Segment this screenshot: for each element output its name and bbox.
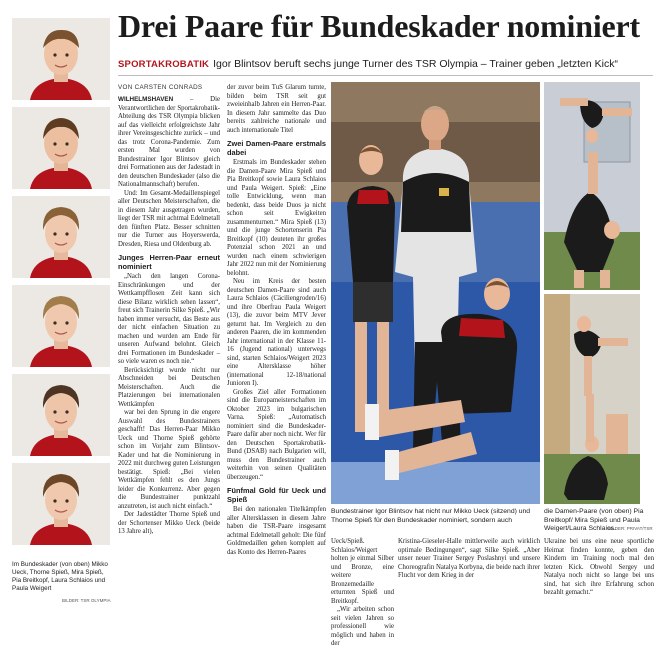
article-column-1: [118, 96, 220, 601]
portrait-pia-breitkopf: [12, 285, 110, 367]
portrait-paula-weigert: [12, 463, 110, 545]
portrait-thorne-spiess: [12, 107, 110, 189]
portrait-mira-spiess: [12, 196, 110, 278]
paragraph: der zuvor beim TuS Glarum turnte, bilden beim TSR seit gut zweieinhalb Jahren ein Herren-Paar. In diesem Jahr sammelte das Duo bereits zahlreiche nationale und auch internationale Titel: [227, 84, 326, 134]
article-column-4: [398, 538, 540, 606]
paragraph: Neu im Kreis der besten deutschen Damen-Paare sind auch Laura Schlaios (Cäciliengroden/16) und ihre Oberfrau Paula Weigert (13), die zuvor beim MTV Jever geturnt hat. Im Vergleich zu den anderen Paaren, die im kommenden Jahr international in der Klasse 11-16 (Jugend national) unterwegs sind, starten Schlaios/Weigert 2023 eine Altersklasse höher (international 12-18/national Junioren I).: [227, 278, 326, 387]
paragraph: Bei den nationalen Titelkämpfen aller Altersklassen in diesem Jahre haben die TSR-Paare insgesamt achtmal Edelmetall geholt: Die fünf Goldmedaillen gehen komplett auf das Konto des Herren-Paares: [227, 506, 326, 556]
paragraph: Ueck/Spieß. Schlaios/Weigert holten je einmal Silber und Bronze, eine weitere Bronzemedaille erturnten Spieß und Breitkopf.: [331, 538, 394, 605]
paragraph: „Wir arbeiten schon seit vielen Jahren so professionell wie möglich und haben in der: [331, 606, 394, 647]
photo-pair-breitkopf-spiess: [544, 82, 640, 290]
photo-trainer-with-gymnasts: [331, 82, 540, 504]
right-photo-caption: die Damen-Paare (von oben) Pia Breitkopf/ Mira Spieß und Paula Weigert/Laura Schlaios.: [544, 508, 644, 533]
paragraph: – Die Verantwortlichen der Sportakrobatik-Abteilung des TSR Olympia blicken auf das vielleicht erfolgreichste Jahr ihrer Vereinsgeschichte zurück – und das trotz Corona-Pandemie. Zum ersten Mal wurden von Bundestrainer Igor Blintsov gleich drei Formationen aus der Jadestadt in den deutschen Bundeskader (also die Nationalmannschaft) berufen.: [118, 96, 220, 188]
photo-pair-weigert-schlaios: [544, 294, 640, 504]
portrait-laura-schlaios: [12, 374, 110, 456]
headline: Drei Paare für Bundeskader nominiert: [118, 8, 640, 44]
subheading: Zwei Damen-Paare erstmals dabei: [227, 139, 326, 157]
dateline: WILHELMSHAVEN: [118, 96, 174, 103]
right-photo-credit: BILDER: PRIVAT/TSR: [608, 526, 653, 531]
paragraph: Erstmals im Bundeskader stehen die Damen-Paare Mira Spieß und Pia Breitkopf sowie Laura Schlaios und Paula Weigert. Spieß: „Eine tolle Entwicklung, wenn man bedenkt, dass beide Duos ja nicht schon seit Ewigkeiten zusammenturnen.“ Mira Spieß (13) und die junge Schortenserin Pia Breitkopf (10) deuteten ihr großes Potenzial schon 2021 an und wurden nach einem schwierigen Jahr 2022 nun mit der Nominierung belohnt.: [227, 159, 326, 277]
paragraph: „Nach den langen Corona-Einschränkungen und der Wettkampfflosen Zeit kann sich diese Bilanz wirklich sehen lassen“, freut sich Trainerin Silke Spieß. „Wir haben immer versucht, das Beste aus der nicht einfachen Situation zu machen und wurden am Ende für unseren Aufwand belohnt. Gleich drei Formationen im Bundeskader – so viele waren es noch nie.“: [118, 273, 220, 365]
byline: VON CARSTEN CONRADS: [118, 84, 203, 91]
article-column-5: [544, 538, 654, 606]
portrait-credit: BILDER: TSR OLYMPIA: [62, 598, 111, 603]
article-column-2: [227, 84, 326, 601]
paragraph: Berücksichtigt wurde nicht nur Abschneiden bei Deutschen Meisterschaften. Auch die Platzierungen bei internationalen Wettkämpfen: [118, 366, 220, 408]
deck: Igor Blintsov beruft sechs junge Turner des TSR Olympia – Trainer geben „letzten Kick“: [213, 58, 618, 70]
main-photo-caption: Bundestrainer Igor Blintsov hat nicht nur Mikko Ueck (sitzend) und Thorne Spieß für den Bundeskader nominiert, sondern auch: [331, 508, 531, 524]
portrait-caption: Im Bundeskader (von oben) Mikko Ueck, Thorne Spieß, Mira Spieß, Pia Breitkopf, Laura Schlaios und Paula Weigert: [12, 561, 108, 592]
subheadline: [118, 57, 653, 72]
portrait-mikko-ueck: [12, 18, 110, 100]
header-rule: [118, 75, 653, 76]
subheading: Junges Herren-Paar erneut nominiert: [118, 253, 220, 271]
paragraph: Ukraine bei uns eine neue sportliche Heimat finden konnte, geben den Kindern im Training noch mal den letzten Kick. Obwohl Sergey und Natalya noch nicht so lange bei uns sind, hat sich ihre Erfahrung schon bezahlt gemacht.“: [544, 538, 654, 596]
paragraph: Der Jadestädter Thorne Spieß und der Schortenser Mikko Ueck (beide 13 Jahre alt),: [118, 511, 220, 535]
section-kicker: SPORTAKROBATIK: [118, 59, 210, 70]
article-column-3: [331, 538, 394, 647]
subheading: Fünfmal Gold für Ueck und Spieß: [227, 486, 326, 504]
paragraph: Großes Ziel aller Formationen sind die Europameisterschaften im Oktober 2023 im bulgarischen Varna. Spieß: „Automatisch nominiert sind die Bundeskader-Paare dafür aber noch nicht. Wer für den Deutschen Sportakrobatik-Bund (DSAB) nach Bulgarien will, muss den Bundestrainer auch weiterhin von seinen Qualitäten überzeugen.“: [227, 388, 326, 481]
paragraph: Kristina-Gieseler-Halle mittlerweile auch wirklich optimale Bedingungen“, sagt Silke Spieß. „Aber unser neuer Trainer Sergey Poslashnyi und unsere Choreografin Natalya Korbyna, die beide nach ihrer Flucht vor dem Krieg in der: [398, 538, 540, 579]
paragraph: war bei den Sprung in die engere Auswahl des Bundestrainers geschafft! Das Herren-Paar Mikko Ueck und Thorne Spieß gehörte schon im Vorjahr zum Blintsov-Kader und hat die Nominierung in 2022 mit durchweg guten Leistungen bestätigt. Spieß: „Bei vielen Wettkämpfen fehlt es den Jungs leider die Konkurrenz. Aber gegen die Bundestrainer punktzahl anzutreten, ist auch nicht einfach.“: [118, 409, 220, 510]
paragraph: Und: Im Gesamt-Medaillenspiegel aller Deutschen Meisterschaften, die in diesem Jahr ausgetragen wurden, liegt der TSR mit achtmal Edelmetall den fünften Platz. Besser schnitten nur die Turner aus Hoyerswerda, Dresden, Riesa und Oldenburg ab.: [118, 189, 220, 248]
